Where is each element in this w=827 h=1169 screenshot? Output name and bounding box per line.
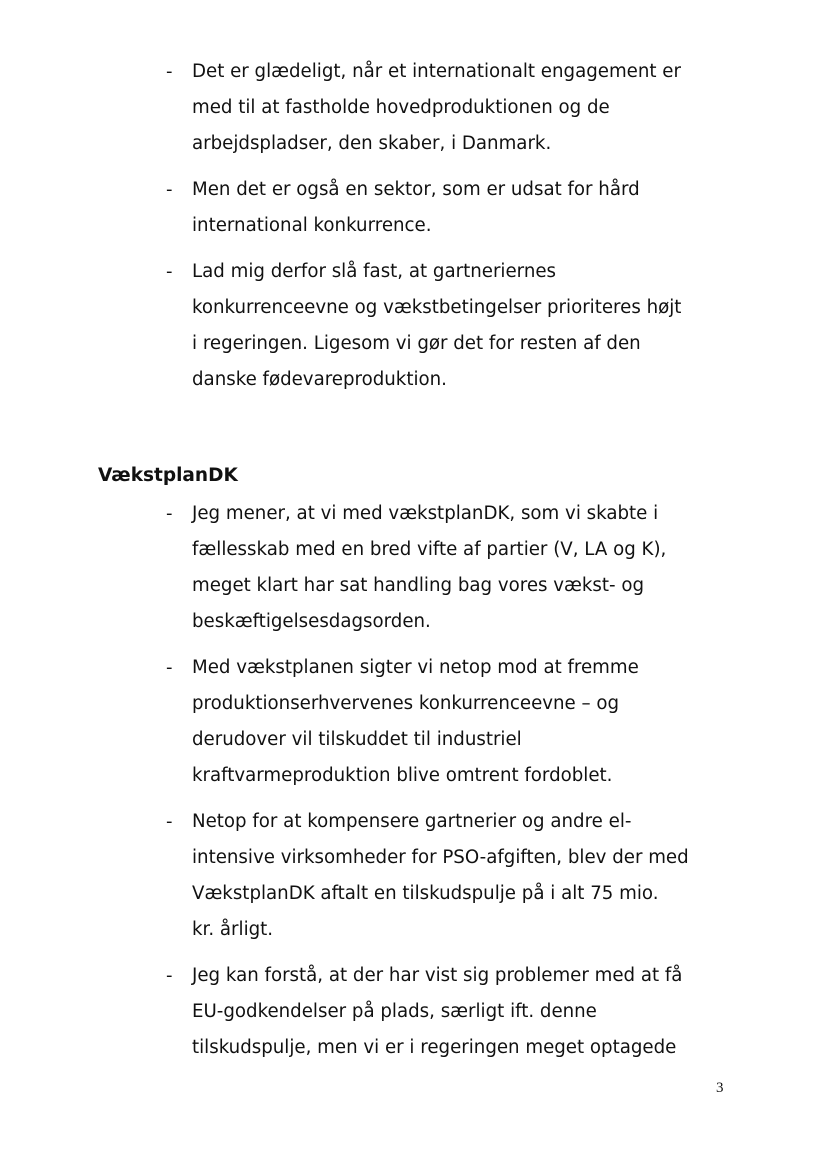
section-bullet-list (0, 496, 827, 1076)
bullet-dash: - (166, 179, 173, 200)
text-line: meget klart har sat handling bag vores vækst- og (192, 575, 645, 596)
text-line: Jeg kan forstå, at der har vist sig problemer med at få (192, 965, 683, 986)
text-line: Jeg mener, at vi med vækstplanDK, som vi skabte i (192, 503, 659, 524)
text-line: danske fødevareproduktion. (192, 369, 447, 390)
text-line: Med vækstplanen sigter vi netop mod at fremme (192, 657, 639, 678)
text-line: international konkurrence. (192, 215, 432, 236)
list-item (0, 496, 827, 640)
text-line: i regeringen. Ligesom vi gør det for resten af den (192, 333, 641, 354)
bullet-dash: - (166, 503, 173, 524)
text-line: arbejdspladser, den skaber, i Danmark. (192, 133, 552, 154)
bullet-text (192, 804, 740, 948)
text-line: med til at fastholde hovedproduktionen og de (192, 97, 610, 118)
text-line: intensive virksomheder for PSO-afgiften, blev der med (192, 847, 689, 868)
text-line: EU-godkendelser på plads, særligt ift. denne (192, 1001, 597, 1022)
section-heading: VækstplanDK (98, 465, 238, 486)
list-item (0, 254, 827, 398)
list-item (0, 54, 827, 162)
text-line: Lad mig derfor slå fast, at gartneriernes (192, 261, 557, 282)
list-item (0, 804, 827, 948)
bullet-text (192, 650, 740, 794)
bullet-dash: - (166, 657, 173, 678)
text-line: Netop for at kompensere gartnerier og andre el- (192, 811, 632, 832)
text-line: beskæftigelsesdagsorden. (192, 611, 431, 632)
page-number: 3 (716, 1080, 724, 1096)
intro-bullet-list (0, 54, 827, 408)
text-line: konkurrenceevne og vækstbetingelser prioriteres højt (192, 297, 682, 318)
text-line: Det er glædeligt, når et internationalt engagement er (192, 61, 681, 82)
text-line: tilskudspulje, men vi er i regeringen meget optagede (192, 1037, 677, 1058)
text-line: kr. årligt. (192, 919, 274, 940)
bullet-text (192, 254, 740, 398)
text-line: kraftvarmeproduktion blive omtrent fordoblet. (192, 765, 613, 786)
text-line: VækstplanDK aftalt en tilskudspulje på i alt 75 mio. (192, 883, 659, 904)
bullet-dash: - (166, 261, 173, 282)
bullet-dash: - (166, 61, 173, 82)
text-line: Men det er også en sektor, som er udsat for hård (192, 179, 640, 200)
text-line: produktionserhvervenes konkurrenceevne – og (192, 693, 620, 714)
bullet-dash: - (166, 965, 173, 986)
list-item (0, 958, 827, 1066)
text-line: derudover vil tilskuddet til industriel (192, 729, 522, 750)
list-item (0, 650, 827, 794)
bullet-text (192, 54, 740, 162)
bullet-dash: - (166, 811, 173, 832)
bullet-text (192, 496, 740, 640)
bullet-text (192, 958, 740, 1066)
list-item (0, 172, 827, 244)
bullet-text (192, 172, 740, 244)
text-line: fællesskab med en bred vifte af partier (V, LA og K), (192, 539, 667, 560)
